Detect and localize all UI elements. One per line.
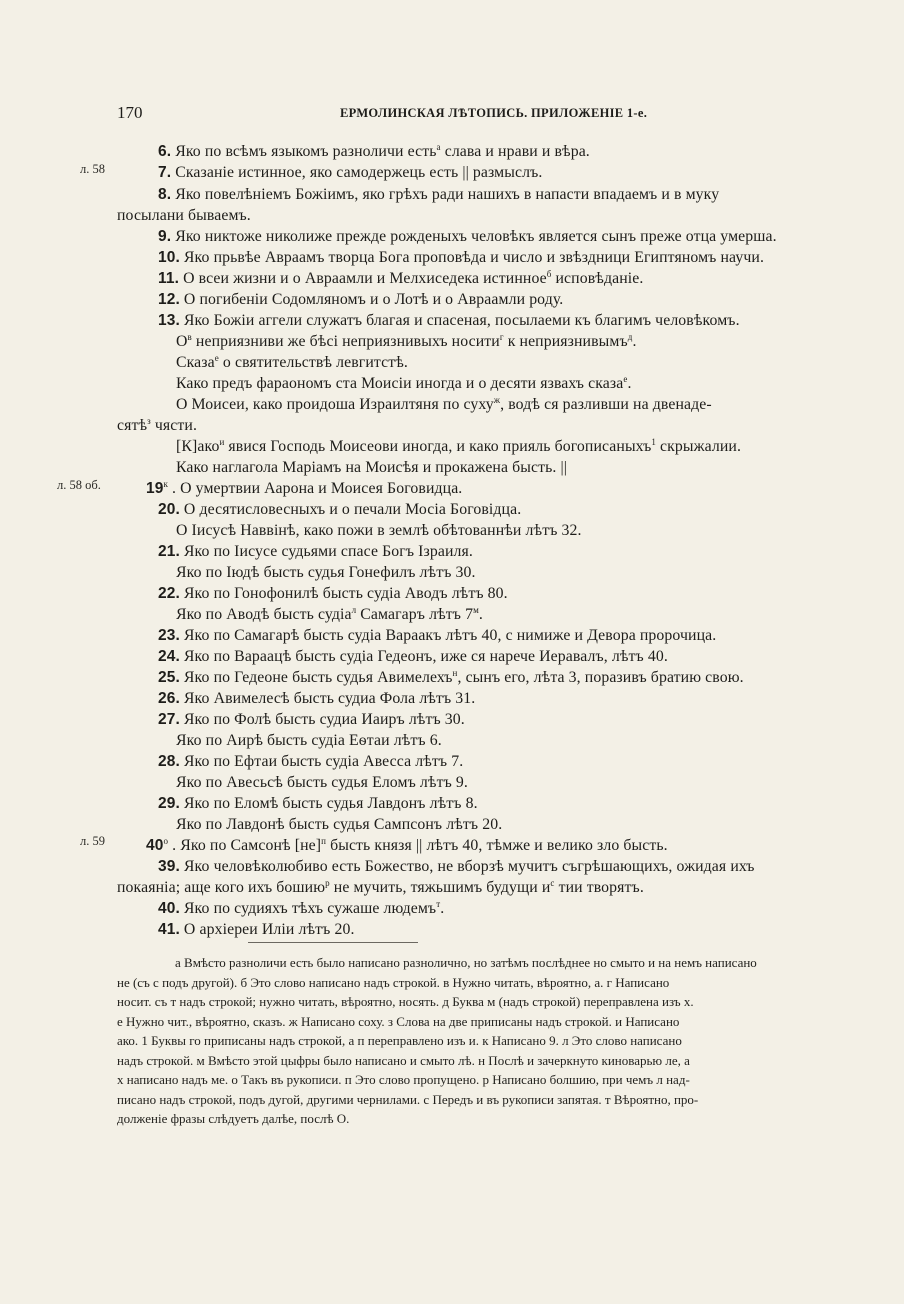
item-number: 8. [158, 186, 172, 203]
line-text: . [478, 606, 483, 623]
footnote-line: ако. 1 Буквы го приписаны надъ строкой, а п переправлено изъ и. к Написано 9. л Это слово написано [117, 1033, 682, 1048]
text-line [158, 753, 463, 771]
text-line [158, 143, 590, 161]
footnote-mark: п [321, 836, 327, 846]
line-text: О архіереи Иліи лѣтъ 20. [183, 921, 355, 938]
text-line [158, 669, 744, 687]
line-text: Яко по Гедеоне бысть судья Авимелехъ [183, 669, 453, 686]
margin-note: л. 59 [80, 834, 105, 848]
line-text: неприязниви же бѣсі неприязнивыхъ носити [191, 333, 500, 350]
footnote-mark: б [546, 269, 552, 279]
item-number: 40 [146, 837, 164, 854]
line-text: Яко никтоже николиже прежде рожденыхъ человѣкъ является сынъ преже отца умерша. [175, 228, 777, 245]
item-number: 28. [158, 753, 180, 770]
footnote-mark: и [219, 437, 225, 447]
line-text: Сказа [176, 354, 215, 371]
line-text: Яко по Іисусе судьями спасе Богъ Ізраиля. [183, 543, 473, 560]
item-number: 25. [158, 669, 180, 686]
text-line [176, 375, 632, 393]
line-text: Яко по Лавдонѣ бысть судья Сампсонъ лѣтъ 20. [176, 816, 503, 833]
text-line [117, 417, 197, 435]
line-text: Сказаніе истинное, яко самодержець есть || размыслъ. [175, 164, 543, 181]
line-text: Яко по Еломѣ бысть судья Лавдонъ лѣтъ 8. [183, 795, 478, 812]
footnote-mark: а [436, 142, 441, 152]
text-line [176, 396, 712, 414]
line-text: исповѣданіе. [551, 270, 644, 287]
margin-note: л. 58 [80, 162, 105, 176]
text-line [117, 207, 251, 225]
line-text: О десятисловесныхъ и о печали Мосіа Боговідца. [183, 501, 522, 518]
footnote-mark: л [351, 605, 357, 615]
line-text: О Моисеи, како проидоша Израилтяня по суху [176, 396, 494, 413]
text-line [158, 543, 473, 561]
line-text: о святительствѣ левгитстѣ. [218, 354, 408, 371]
line-text: Яко прьвѣе Авраамъ творца Бога проповѣда и число и звѣздници Египтяномъ научи. [183, 249, 764, 266]
line-text: тии творятъ. [554, 879, 644, 896]
footnote-mark: н [452, 668, 458, 678]
line-text: О [176, 333, 188, 350]
line-text: Како наглагола Маріамъ на Моисѣя и прокажена бысть. || [176, 459, 568, 476]
footnote-line: надъ строкой. м Вмѣсто этой цыфры было написано и смыто лѣ. н Послѣ и зачеркнуто киноварью ле, а [117, 1052, 690, 1068]
line-text: Яко по всѣмъ языкомъ разноличи есть [175, 143, 437, 160]
line-text: Яко по Самагарѣ бысть судіа Вараакъ лѣтъ 40, с нимиже и Девора пророчица. [183, 627, 717, 644]
line-text: Како предъ фараономъ ста Моисіи иногда и о десяти язвахъ сказа [176, 375, 624, 392]
margin-note: л. 58 об. [57, 478, 101, 492]
line-text: . [627, 375, 632, 392]
line-text: сятѣ [117, 417, 148, 434]
item-number: 10. [158, 249, 180, 266]
line-text: . [440, 900, 445, 917]
line-text: О умертвии Аарона и Моисея Боговидца. [176, 480, 463, 497]
item-number: 6. [158, 143, 172, 160]
text-line [158, 585, 508, 603]
text-line [158, 228, 777, 246]
item-number: 19 [146, 480, 164, 497]
footnote-mark: с [550, 878, 555, 888]
text-line [158, 312, 740, 330]
line-text: [К]ако [176, 438, 220, 455]
line-text: к неприязнивымъ [503, 333, 628, 350]
text-line [176, 732, 442, 750]
line-text: О погибеніи Содомляномъ и о Лотѣ и о Авраамли роду. [183, 291, 564, 308]
text-line [176, 522, 582, 540]
item-number: 40. [158, 900, 180, 917]
text-line [158, 900, 444, 918]
text-line [158, 648, 668, 666]
line-text: Яко по Фолѣ бысть судиа Иаиръ лѣтъ 30. [183, 711, 465, 728]
line-text: Яко по судияхъ тѣхъ сужаше людемъ [183, 900, 437, 917]
line-text: Яко человѣколюбиво есть Божество, не вборзѣ мучитъ съгрѣшающихъ, ожидая ихъ [183, 858, 755, 875]
line-text: Яко по Ефтаи бысть судіа Авесса лѣтъ 7. [183, 753, 464, 770]
footnote-line: долженіе фразы слѣдуетъ далѣе, послѣ О. [117, 1111, 350, 1126]
text-line [158, 627, 716, 645]
text-line [176, 438, 741, 456]
footnote-mark: к [163, 479, 168, 489]
line-text: Яко по Аирѣ бысть судіа Еѳтаи лѣтъ 6. [176, 732, 442, 749]
item-number: 20. [158, 501, 180, 518]
text-line: $40^о$ . Яко по Самсонѣ [не]$^п$ бысть князя || лѣтъ 40, тѣмже и велико зло бысть. [146, 836, 668, 854]
text-line [158, 795, 478, 813]
line-text: явися Господь Моисеови иногда, и како прияль богописаныхъ [224, 438, 652, 455]
text-line: $19^к$ . О умертвии Аарона и Моисея Боговидца. [146, 479, 463, 497]
footnote-mark: з [147, 416, 151, 426]
text-line [158, 501, 521, 519]
footnote-line: а Вмѣсто разноличи есть было написано разнолично, но затѣмъ послѣднее но смыто и на немъ написано [175, 955, 757, 970]
text-line [158, 164, 542, 182]
item-number: 24. [158, 648, 180, 665]
text-line [158, 690, 475, 708]
item-number: 7. [158, 164, 172, 181]
footnote-mark: 1 [651, 437, 656, 447]
item-number: 39. [158, 858, 180, 875]
footnote-line: писано надъ строкой, подъ дугой, другими чернилами. с Передъ и въ рукописи запятая. т Вѣроятно, про- [117, 1091, 699, 1107]
line-text: Яко по Авесьсѣ бысть судья Еломъ лѣтъ 9. [176, 774, 468, 791]
item-number: 12. [158, 291, 180, 308]
footnote-divider [248, 942, 418, 943]
line-text: Яко Божіи аггели служатъ благая и спасеная, посылаеми къ благимъ человѣкомъ. [183, 312, 740, 329]
page-number: 170 [117, 103, 143, 122]
running-title: ЕРМОЛИНСКАЯ ЛѢТОПИСЬ. ПРИЛОЖЕНІЕ 1-е. [340, 106, 648, 120]
line-text: Яко по Самсонѣ [не] [176, 837, 322, 854]
footnote-mark: о [163, 836, 169, 846]
item-number: 9. [158, 228, 172, 245]
line-text: слава и нрави и вѣра. [440, 143, 590, 160]
footnote-line: е Нужно чит., вѣроятно, сказъ. ж Написано соху. з Слова на две приписаны надъ строкой. и Написано [117, 1013, 680, 1029]
text-line [176, 354, 408, 372]
text-line [158, 711, 465, 729]
text-line [176, 333, 637, 351]
item-number: 22. [158, 585, 180, 602]
footnote-mark: е [623, 374, 628, 384]
item-number: 27. [158, 711, 180, 728]
footnote-mark: м [473, 605, 479, 615]
line-text: покаяніа; аще кого ихъ бошию [117, 879, 326, 896]
line-text: Самагаръ лѣтъ 7 [356, 606, 474, 623]
line-text: , сынъ его, лѣта 3, поразивъ братию свою. [457, 669, 744, 686]
item-number: 21. [158, 543, 180, 560]
line-text: Яко повелѣніемъ Божіимъ, яко грѣхъ ради нашихъ в напасти впадаемъ и в муку [175, 186, 720, 203]
line-text: Яко по Іюдѣ бысть судья Гонефилъ лѣтъ 30. [176, 564, 476, 581]
line-text: чясти. [150, 417, 198, 434]
item-number: 23. [158, 627, 180, 644]
line-text: скрыжалии. [655, 438, 742, 455]
text-line [158, 270, 643, 288]
line-text: не мучить, тяжьшимъ будущи и [329, 879, 551, 896]
footnote-line: носит. съ т надъ строкой; нужно читать, вѣроятно, носять. д Буква м (надъ строкой) переправлена изъ х. [117, 994, 694, 1009]
text-line [117, 879, 644, 897]
line-text: О Іисусѣ Наввінѣ, како пожи в землѣ обѣтованнѣи лѣтъ 32. [176, 522, 582, 539]
text-line [158, 291, 563, 309]
text-line [176, 816, 502, 834]
text-line [158, 858, 755, 876]
footnote-mark: г [499, 332, 504, 342]
text-line [176, 774, 468, 792]
line-text: О всеи жизни и о Авраамли и Мелхиседека истинное [183, 270, 547, 287]
footnote-line: не (съ с подъ другой). б Это слово написано надъ строкой. в Нужно читать, вѣроятно, а. г Написано [117, 974, 670, 990]
item-number: 26. [158, 690, 180, 707]
footnote-mark: т [436, 899, 441, 909]
text-line [158, 921, 355, 939]
text-line [176, 459, 567, 477]
line-text: бысть князя || лѣтъ 40, тѣмже и велико зло бысть. [326, 837, 668, 854]
line-text: . [632, 333, 637, 350]
line-text: Яко по Гонофонилѣ бысть судіа Аводъ лѣтъ 80. [183, 585, 508, 602]
footnote-mark: р [325, 878, 330, 888]
text-line [176, 606, 483, 624]
item-number: 41. [158, 921, 180, 938]
line-text: посылани бываемъ. [117, 207, 251, 224]
text-line [158, 249, 764, 267]
footnote-mark: д [627, 332, 633, 342]
footnote-mark: ж [493, 395, 501, 405]
line-text: Яко Авимелесѣ бысть судиа Фола лѣтъ 31. [183, 690, 476, 707]
text-line [176, 564, 476, 582]
line-text: Яко по Вараацѣ бысть судіа Гедеонъ, иже ся нарече Иеравалъ, лѣтъ 40. [183, 648, 668, 665]
item-number: 29. [158, 795, 180, 812]
footnote-mark: в [187, 332, 192, 342]
footnote-line: х написано надъ ме. о Такъ въ рукописи. п Это слово пропущено. р Написано болшию, при чемъ л над- [117, 1072, 690, 1087]
item-number: 13. [158, 312, 180, 329]
line-text: Яко по Аводѣ бысть судіа [176, 606, 352, 623]
line-text: , водѣ ся разливши на двенаде- [500, 396, 712, 413]
item-number: 11. [158, 270, 179, 287]
text-line [158, 186, 719, 204]
footnote-mark: е [214, 353, 219, 363]
